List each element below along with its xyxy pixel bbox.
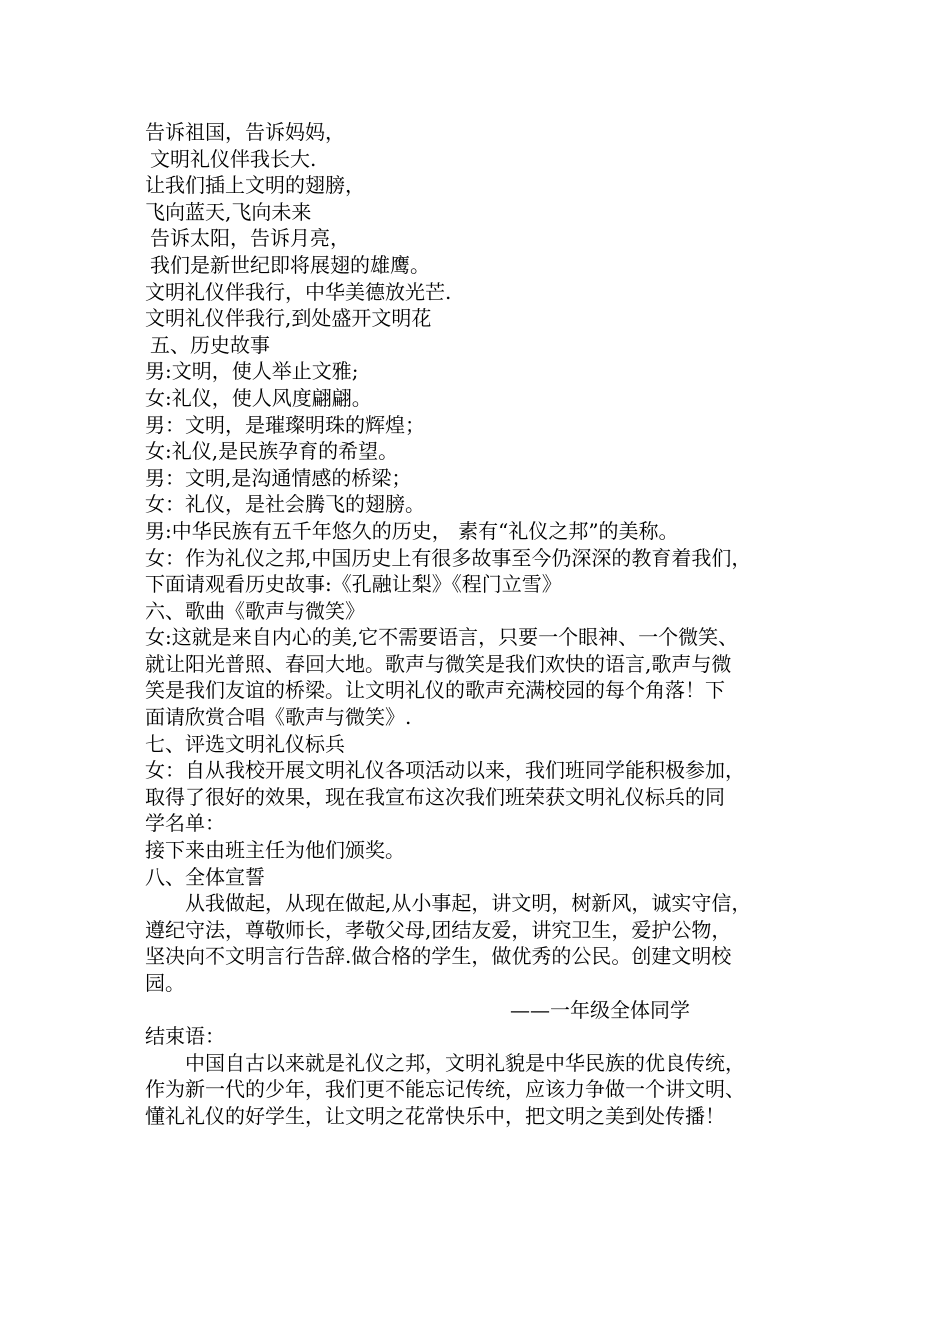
- section-heading: 八、全体宣誓: [145, 864, 265, 889]
- section-heading: 七、评选文明礼仪标兵: [145, 731, 345, 756]
- text-line: 遵纪守法，尊敬师长，孝敬父母,团结友爱，讲究卫生，爱护公物，: [145, 917, 732, 942]
- text-line: 文明礼仪伴我行，中华美德放光芒.: [145, 279, 452, 304]
- text-line: 下面请观看历史故事:《孔融让梨》《程门立雪》: [145, 572, 562, 597]
- text-line: 男：文明,是沟通情感的桥梁；: [145, 465, 412, 490]
- document-body: [145, 119, 825, 1130]
- text-line: 女:礼仪，使人风度翩翩。: [145, 385, 372, 410]
- text-line: 女：礼仪，是社会腾飞的翅膀。: [145, 492, 425, 517]
- text-line: 我们是新世纪即将展翅的雄鹰。: [150, 252, 430, 277]
- text-line: 坚决向不文明言行告辞.做合格的学生，做优秀的公民。创建文明校: [145, 944, 732, 969]
- text-line: 从我做起，从现在做起,从小事起，讲文明，树新风，诚实守信，: [185, 891, 752, 916]
- text-line: 文明礼仪伴我行,到处盛开文明花: [145, 306, 432, 331]
- text-line: 文明礼仪伴我长大.: [150, 146, 317, 171]
- text-line: 女:这就是来自内心的美,它不需要语言，只要一个眼神、一个微笑、: [145, 625, 739, 650]
- text-line: 男：文明，是璀璨明珠的辉煌；: [145, 412, 425, 437]
- text-line: 学名单：: [145, 811, 225, 836]
- text-line: 让我们插上文明的翅膀，: [145, 173, 365, 198]
- text-line: 告诉祖国，告诉妈妈，: [145, 120, 345, 144]
- text-line: 告诉太阳，告诉月亮，: [150, 226, 350, 251]
- text-line: 笑是我们友谊的桥梁。让文明礼仪的歌声充满校园的每个角落！下: [145, 678, 725, 703]
- text-line: 女:礼仪,是民族孕育的希望。: [145, 439, 399, 464]
- text-line: 懂礼礼仪的好学生，让文明之花常快乐中，把文明之美到处传播！: [145, 1103, 725, 1128]
- section-heading: 结束语：: [145, 1024, 225, 1049]
- text-line: 园。: [145, 971, 185, 995]
- section-heading: 六、歌曲《歌声与微笑》: [145, 598, 365, 623]
- text-line: 取得了很好的效果，现在我宣布这次我们班荣获文明礼仪标兵的同: [145, 784, 725, 809]
- text-line: 中国自古以来就是礼仪之邦，文明礼貌是中华民族的优良传统，: [185, 1050, 745, 1075]
- text-line: 女：作为礼仪之邦,中国历史上有很多故事至今仍深深的教育着我们，: [145, 545, 752, 570]
- text-line: 就让阳光普照、春回大地。歌声与微笑是我们欢快的语言,歌声与微: [145, 651, 732, 676]
- text-line: 接下来由班主任为他们颁奖。: [145, 838, 405, 863]
- signature-line: ——一年级全体同学: [510, 997, 690, 1022]
- section-heading: 五、历史故事: [150, 332, 270, 357]
- text-line: 女：自从我校开展文明礼仪各项活动以来，我们班同学能积极参加，: [145, 758, 745, 783]
- text-line: 面请欣赏合唱《歌声与微笑》.: [145, 705, 412, 730]
- text-line: 作为新一代的少年，我们更不能忘记传统，应该力争做一个讲文明、: [145, 1077, 745, 1102]
- text-line: 飞向蓝天,飞向未来: [145, 199, 312, 224]
- text-line: 男:中华民族有五千年悠久的历史， 素有“礼仪之邦”的美称。: [145, 518, 679, 543]
- text-line: 男:文明，使人举止文雅;: [145, 359, 359, 384]
